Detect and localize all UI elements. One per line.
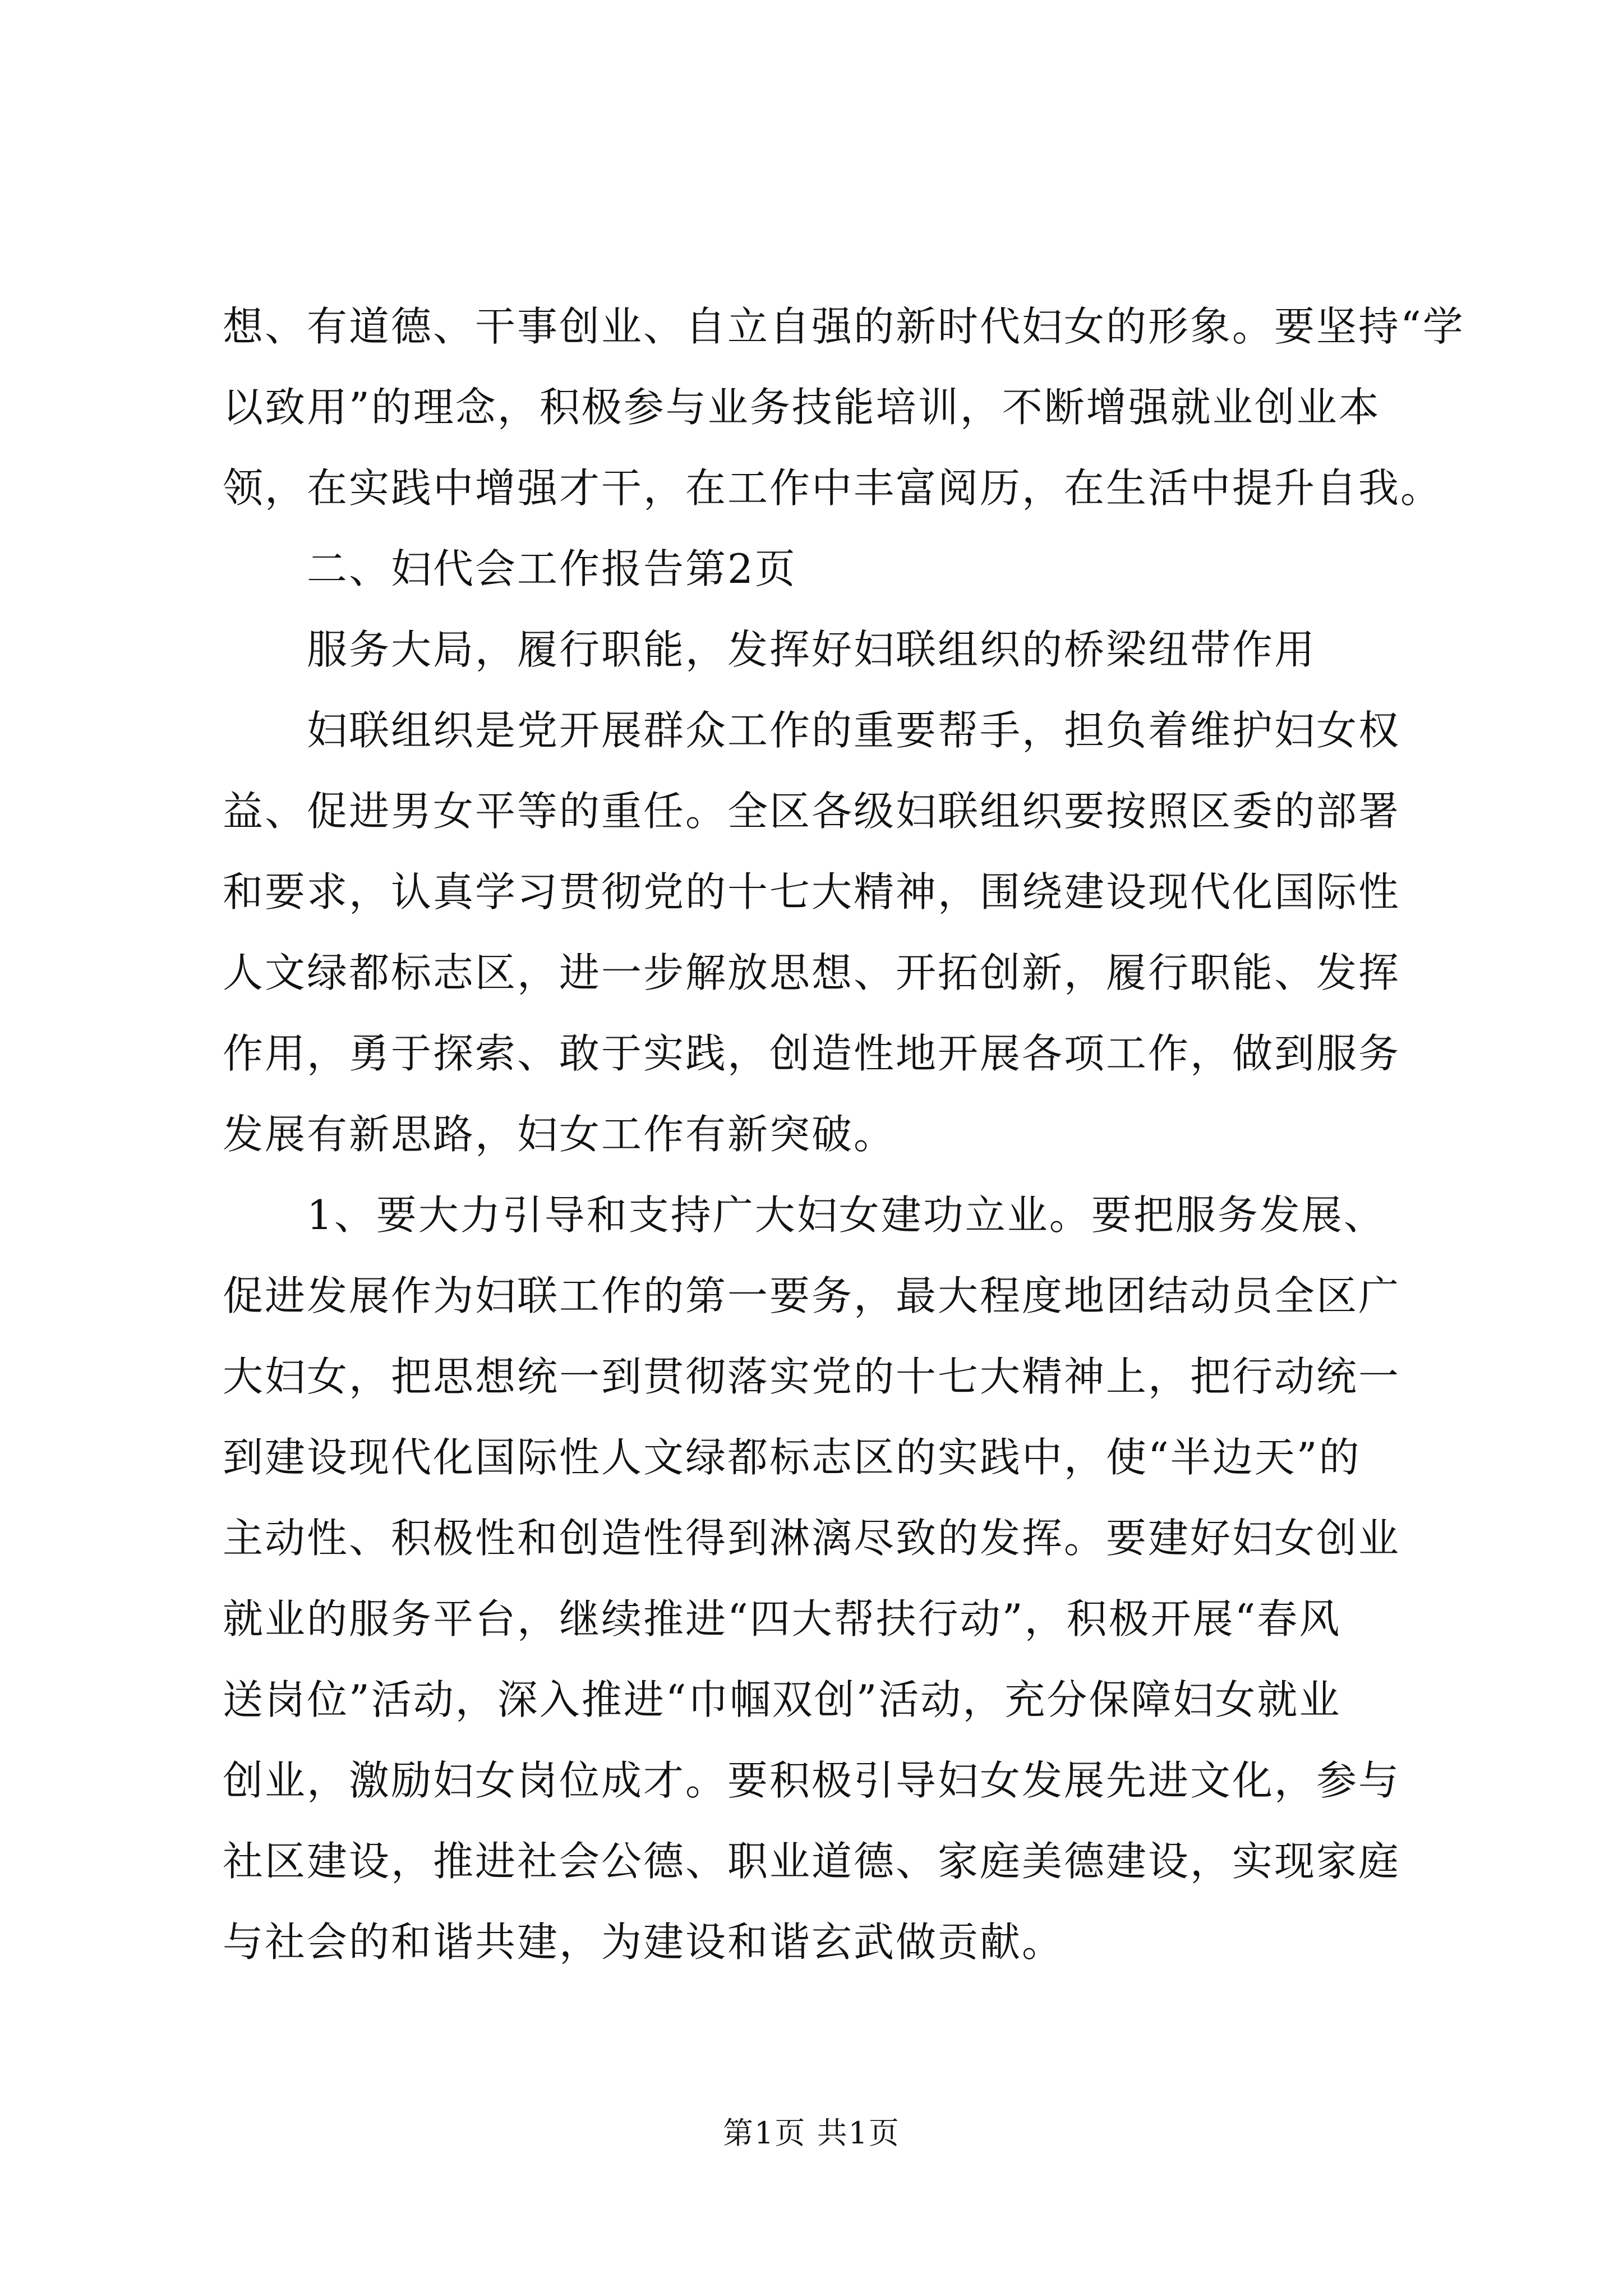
document-body xyxy=(223,286,1465,1982)
text-line: 创业，激励妇女岗位成才。要积极引导妇女发展先进文化，参与 xyxy=(223,1757,1401,1804)
text-line: 发展有新思路，妇女工作有新突破。 xyxy=(223,1111,896,1158)
text-line: 送岗位”活动，深入推进“巾帼双创”活动，充分保障妇女就业 xyxy=(223,1676,1341,1723)
text-line: 领，在实践中增强才干，在工作中丰富阅历，在生活中提升自我。 xyxy=(223,464,1443,512)
text-line: 作用，勇于探索、敢于实践，创造性地开展各项工作，做到服务 xyxy=(223,1030,1401,1077)
text-line: 促进发展作为妇联工作的第一要务，最大程度地团结动员全区广 xyxy=(223,1272,1401,1319)
text-line: 主动性、积极性和创造性得到淋漓尽致的发挥。要建好妇女创业 xyxy=(223,1515,1401,1562)
text-line: 以致用”的理念，积极参与业务技能培训，不断增强就业创业本 xyxy=(223,384,1381,431)
text-line: 与社会的和谐共建，为建设和谐玄武做贡献。 xyxy=(223,1918,1064,1966)
text-line: 和要求，认真学习贯彻党的十七大精神，围绕建设现代化国际性 xyxy=(223,868,1401,915)
text-line: 就业的服务平台，继续推进“四大帮扶行动”，积极开展“春风 xyxy=(223,1595,1341,1642)
text-line: 想、有道德、干事创业、自立自强的新时代妇女的形象。要坚持“学 xyxy=(223,303,1465,350)
text-line: 大妇女，把思想统一到贯彻落实党的十七大精神上，把行动统一 xyxy=(223,1353,1401,1400)
text-line: 到建设现代化国际性人文绿都标志区的实践中，使“半边天”的 xyxy=(223,1434,1361,1481)
section-heading: 二、妇代会工作报告第2页 xyxy=(307,545,797,592)
section-subtitle: 服务大局，履行职能，发挥好妇联组织的桥梁纽带作用 xyxy=(307,626,1317,673)
text-line: 社区建设，推进社会公德、职业道德、家庭美德建设，实现家庭 xyxy=(223,1838,1401,1885)
page-footer: 第1页 共1页 xyxy=(723,2115,900,2151)
text-line: 妇联组织是党开展群众工作的重要帮手，担负着维护妇女权 xyxy=(307,707,1401,754)
numbered-paragraph-start: 1、要大力引导和支持广大妇女建功立业。要把服务发展、 xyxy=(307,1191,1386,1239)
text-line: 益、促进男女平等的重任。全区各级妇联组织要按照区委的部署 xyxy=(223,788,1401,835)
text-line: 人文绿都标志区，进一步解放思想、开拓创新，履行职能、发挥 xyxy=(223,949,1401,996)
